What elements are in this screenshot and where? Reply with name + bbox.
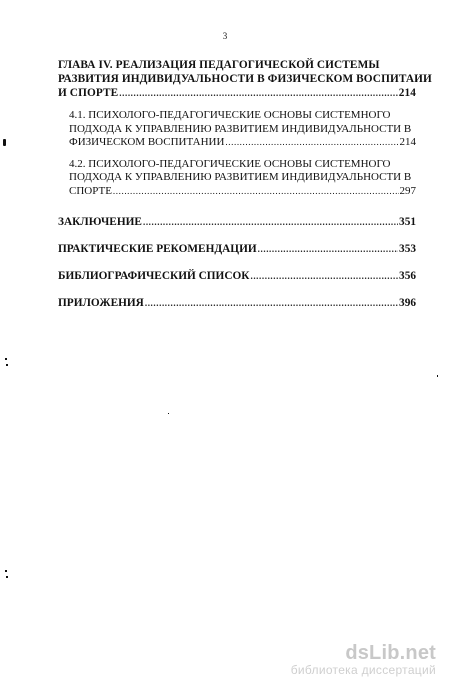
dot-leader — [143, 215, 398, 229]
watermark-logo: dsLib.net — [345, 642, 436, 664]
toc-chapter-line: ГЛАВА IV. РЕАЛИЗАЦИЯ ПЕДАГОГИЧЕСКОЙ СИСТЕМЫ — [58, 59, 380, 71]
scan-speck — [6, 364, 8, 366]
toc-section-line: ПОДХОДА К УПРАВЛЕНИЮ РАЗВИТИЕМ ИНДИВИДУАЛЬНОСТИ В — [69, 122, 412, 135]
toc-page-number: 214 — [398, 87, 416, 99]
dot-leader — [145, 296, 398, 310]
toc-section-line: ПОДХОДА К УПРАВЛЕНИЮ РАЗВИТИЕМ ИНДИВИДУАЛЬНОСТИ В — [69, 171, 412, 183]
dot-leader — [258, 242, 398, 256]
table-of-contents — [58, 58, 432, 310]
toc-chapter-line: И СПОРТЕ — [58, 87, 119, 99]
dot-leader — [119, 86, 397, 100]
toc-chapter-4[interactable] — [58, 58, 432, 100]
toc-section-line: СПОРТЕ — [69, 184, 112, 197]
toc-page-number: 353 — [399, 243, 416, 255]
toc-section-line: ФИЗИЧЕСКОМ ВОСПИТАНИИ — [69, 136, 225, 148]
toc-entry-bibliography[interactable] — [58, 269, 416, 283]
toc-page-number: 351 — [399, 216, 416, 228]
toc-chapter-line: РАЗВИТИЯ ИНДИВИДУАЛЬНОСТИ В ФИЗИЧЕСКОМ ВОСПИТАИИ — [58, 73, 432, 85]
toc-section-4-2[interactable] — [58, 158, 416, 199]
scan-speck — [3, 139, 6, 146]
scan-speck — [5, 358, 7, 360]
dot-leader — [250, 269, 398, 283]
page-number: 3 — [222, 31, 228, 41]
dot-leader — [113, 185, 399, 199]
toc-section-line: 4.2. ПСИХОЛОГО-ПЕДАГОГИЧЕСКИЕ ОСНОВЫ СИСТЕМНОГО — [69, 157, 391, 170]
toc-entry-title: БИБЛИОГРАФИЧЕСКИЙ СПИСОК — [58, 270, 250, 282]
scan-speck — [437, 375, 438, 377]
toc-entry-title: ЗАКЛЮЧЕНИЕ — [58, 216, 142, 228]
toc-page-number: 396 — [399, 297, 416, 309]
scan-speck — [168, 413, 169, 414]
toc-entry-conclusion[interactable] — [58, 215, 416, 229]
scan-speck — [6, 576, 8, 578]
toc-page-number: 356 — [399, 270, 416, 282]
watermark — [291, 642, 436, 677]
scan-speck — [5, 570, 7, 572]
toc-entry-title: ПРАКТИЧЕСКИЕ РЕКОМЕНДАЦИИ — [58, 243, 257, 255]
dot-leader — [225, 136, 398, 150]
toc-page-number: 214 — [399, 136, 416, 148]
toc-entry-title: ПРИЛОЖЕНИЯ — [58, 297, 144, 309]
toc-entry-appendices[interactable] — [58, 296, 416, 310]
watermark-subtitle: библиотека диссертаций — [290, 663, 436, 677]
toc-section-4-1[interactable] — [58, 109, 416, 150]
toc-section-line: 4.1. ПСИХОЛОГО-ПЕДАГОГИЧЕСКИЕ ОСНОВЫ СИСТЕМНОГО — [69, 109, 391, 121]
toc-entry-recommendations[interactable] — [58, 242, 416, 256]
toc-page-number: 297 — [399, 184, 416, 197]
